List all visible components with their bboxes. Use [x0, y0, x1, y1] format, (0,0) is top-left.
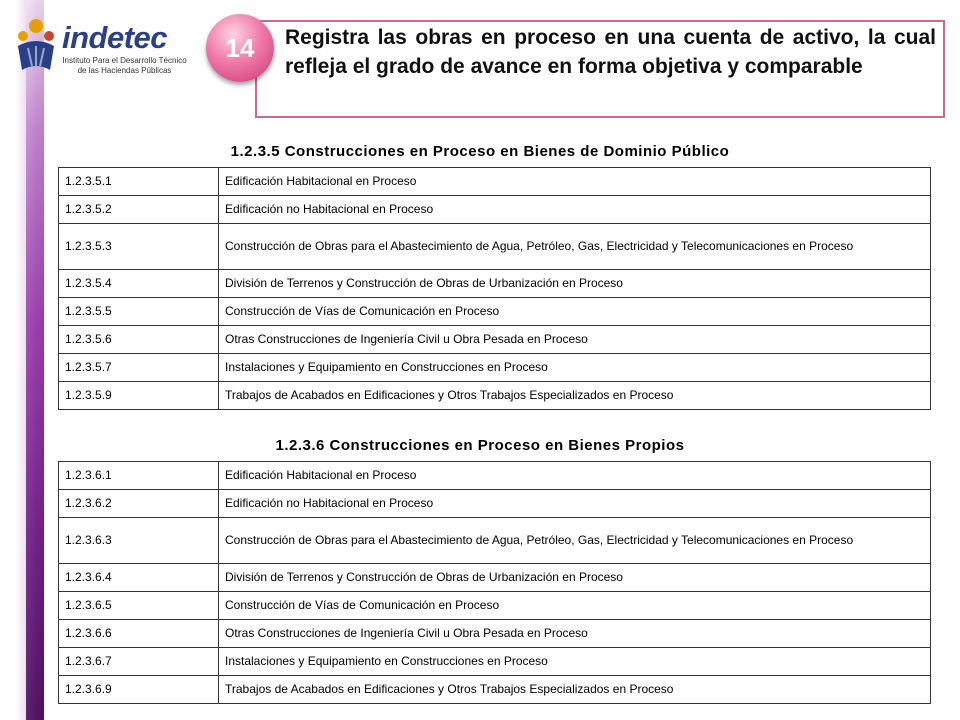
account-description: Edificación Habitacional en Proceso	[219, 462, 931, 490]
account-description: Edificación no Habitacional en Proceso	[219, 196, 931, 224]
account-description: Edificación Habitacional en Proceso	[219, 168, 931, 196]
decorative-side-bar	[0, 0, 44, 720]
table-row	[59, 224, 931, 270]
account-code: 1.2.3.6.9	[59, 676, 219, 704]
table-row	[59, 648, 931, 676]
table-row	[59, 620, 931, 648]
account-description: Otras Construcciones de Ingeniería Civil u Obra Pesada en Proceso	[219, 620, 931, 648]
slide-heading: Registra las obras en proceso en una cuenta de activo, la cual refleja el grado de avance en forma objetiva y comparable	[285, 26, 936, 78]
section-title-dominio-publico: 1.2.3.5 Construcciones en Proceso en Bienes de Dominio Público	[230, 143, 730, 160]
account-description: Otras Construcciones de Ingeniería Civil u Obra Pesada en Proceso	[219, 326, 931, 354]
account-code: 1.2.3.6.6	[59, 620, 219, 648]
account-code: 1.2.3.5.7	[59, 354, 219, 382]
account-code: 1.2.3.6.3	[59, 518, 219, 564]
table-row	[59, 382, 931, 410]
table-bienes-propios	[58, 461, 931, 704]
account-description: Trabajos de Acabados en Edificaciones y Otros Trabajos Especializados en Proceso	[219, 676, 931, 704]
table-row	[59, 462, 931, 490]
table-row	[59, 298, 931, 326]
account-description: Instalaciones y Equipamiento en Construcciones en Proceso	[219, 354, 931, 382]
account-description: Construcción de Obras para el Abastecimiento de Agua, Petróleo, Gas, Electricidad y Telecomunicaciones en Proceso	[219, 224, 931, 270]
indetec-logo	[10, 14, 185, 92]
account-code: 1.2.3.5.4	[59, 270, 219, 298]
table-row	[59, 564, 931, 592]
table-row	[59, 270, 931, 298]
account-code: 1.2.3.5.3	[59, 224, 219, 270]
table-row	[59, 326, 931, 354]
account-code: 1.2.3.6.7	[59, 648, 219, 676]
account-code: 1.2.3.6.5	[59, 592, 219, 620]
section-title-bienes-propios: 1.2.3.6 Construcciones en Proceso en Bienes Propios	[275, 437, 685, 454]
table-dominio-publico	[58, 167, 931, 410]
account-description: Construcción de Obras para el Abastecimiento de Agua, Petróleo, Gas, Electricidad y Telecomunicaciones en Proceso	[219, 518, 931, 564]
account-code: 1.2.3.6.2	[59, 490, 219, 518]
logo-emblem-icon	[10, 14, 62, 74]
account-description: Edificación no Habitacional en Proceso	[219, 490, 931, 518]
account-description: División de Terrenos y Construcción de Obras de Urbanización en Proceso	[219, 564, 931, 592]
account-code: 1.2.3.5.5	[59, 298, 219, 326]
table-row	[59, 196, 931, 224]
slide-number-badge: 14	[206, 14, 274, 82]
logo-subtitle: Instituto Para el Desarrollo Técnico de las Haciendas Públicas	[62, 56, 187, 75]
account-description: Construcción de Vías de Comunicación en Proceso	[219, 298, 931, 326]
account-description: Instalaciones y Equipamiento en Construcciones en Proceso	[219, 648, 931, 676]
logo-name: indetec	[62, 20, 168, 55]
account-description: División de Terrenos y Construcción de Obras de Urbanización en Proceso	[219, 270, 931, 298]
table-row	[59, 490, 931, 518]
account-code: 1.2.3.6.1	[59, 462, 219, 490]
table-row	[59, 592, 931, 620]
table-row	[59, 518, 931, 564]
account-code: 1.2.3.6.4	[59, 564, 219, 592]
account-code: 1.2.3.5.9	[59, 382, 219, 410]
account-code: 1.2.3.5.1	[59, 168, 219, 196]
account-description: Trabajos de Acabados en Edificaciones y Otros Trabajos Especializados en Proceso	[219, 382, 931, 410]
account-code: 1.2.3.5.2	[59, 196, 219, 224]
table-row	[59, 676, 931, 704]
account-description: Construcción de Vías de Comunicación en Proceso	[219, 592, 931, 620]
table-row	[59, 168, 931, 196]
table-row	[59, 354, 931, 382]
account-code: 1.2.3.5.6	[59, 326, 219, 354]
